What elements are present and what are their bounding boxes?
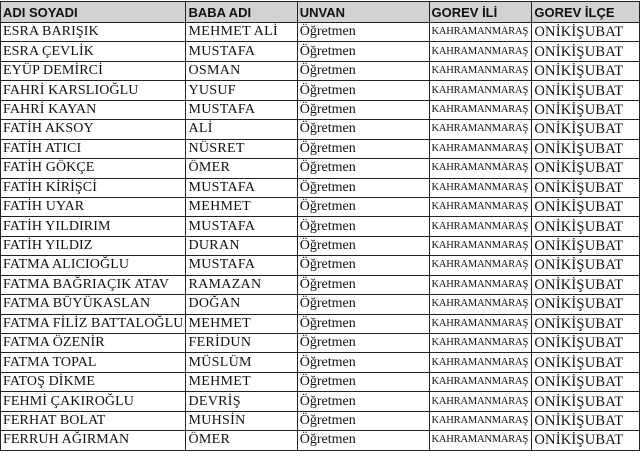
- cell-father-name: ALİ: [186, 120, 297, 139]
- table-header: [1, 2, 640, 23]
- column-header-district: GOREV İLÇE: [532, 2, 640, 23]
- cell-father-name: MEHMET: [186, 314, 297, 333]
- cell-title: Öğretmen: [297, 197, 429, 216]
- cell-title: Öğretmen: [297, 120, 429, 139]
- cell-district: ONİKİŞUBAT: [532, 100, 640, 119]
- cell-province: KAHRAMANMARAŞ: [429, 236, 532, 255]
- header-row: [1, 2, 640, 23]
- cell-title: Öğretmen: [297, 42, 429, 61]
- cell-title: Öğretmen: [297, 372, 429, 391]
- cell-name: EYÜP DEMİRCİ: [1, 61, 186, 80]
- cell-province: KAHRAMANMARAŞ: [429, 42, 532, 61]
- cell-province: KAHRAMANMARAŞ: [429, 61, 532, 80]
- table-row: [1, 120, 640, 139]
- cell-name: FATMA BÜYÜKASLAN: [1, 295, 186, 314]
- cell-province: KAHRAMANMARAŞ: [429, 431, 532, 450]
- table-row: [1, 23, 640, 42]
- cell-district: ONİKİŞUBAT: [532, 275, 640, 294]
- cell-province: KAHRAMANMARAŞ: [429, 295, 532, 314]
- cell-province: KAHRAMANMARAŞ: [429, 197, 532, 216]
- cell-district: ONİKİŞUBAT: [532, 120, 640, 139]
- staff-table: [0, 1, 640, 451]
- cell-district: ONİKİŞUBAT: [532, 256, 640, 275]
- cell-name: FATİH UYAR: [1, 197, 186, 216]
- column-header-father-name: BABA ADI: [186, 2, 297, 23]
- cell-province: KAHRAMANMARAŞ: [429, 81, 532, 100]
- cell-name: ESRA BARIŞIK: [1, 23, 186, 42]
- table-row: [1, 275, 640, 294]
- table-row: [1, 372, 640, 391]
- cell-title: Öğretmen: [297, 23, 429, 42]
- cell-name: FATMA FİLİZ BATTALOĞLU: [1, 314, 186, 333]
- cell-province: KAHRAMANMARAŞ: [429, 275, 532, 294]
- cell-name: FATİH KİRİŞCİ: [1, 178, 186, 197]
- cell-district: ONİKİŞUBAT: [532, 411, 640, 430]
- cell-title: Öğretmen: [297, 81, 429, 100]
- cell-province: KAHRAMANMARAŞ: [429, 353, 532, 372]
- cell-father-name: ÖMER: [186, 431, 297, 450]
- cell-father-name: RAMAZAN: [186, 275, 297, 294]
- cell-district: ONİKİŞUBAT: [532, 23, 640, 42]
- column-header-province: GOREV İLİ: [429, 2, 532, 23]
- cell-father-name: FERİDUN: [186, 334, 297, 353]
- cell-province: KAHRAMANMARAŞ: [429, 392, 532, 411]
- table-row: [1, 42, 640, 61]
- cell-title: Öğretmen: [297, 295, 429, 314]
- cell-district: ONİKİŞUBAT: [532, 334, 640, 353]
- cell-father-name: MUSTAFA: [186, 178, 297, 197]
- cell-title: Öğretmen: [297, 256, 429, 275]
- cell-name: FATİH AKSOY: [1, 120, 186, 139]
- cell-name: FAHRİ KAYAN: [1, 100, 186, 119]
- cell-name: FATOŞ DİKME: [1, 372, 186, 391]
- cell-province: KAHRAMANMARAŞ: [429, 411, 532, 430]
- cell-father-name: MEHMET: [186, 197, 297, 216]
- cell-province: KAHRAMANMARAŞ: [429, 314, 532, 333]
- cell-father-name: DURAN: [186, 236, 297, 255]
- cell-title: Öğretmen: [297, 431, 429, 450]
- cell-title: Öğretmen: [297, 334, 429, 353]
- cell-district: ONİKİŞUBAT: [532, 372, 640, 391]
- table-body: [1, 23, 640, 451]
- table-row: [1, 217, 640, 236]
- cell-district: ONİKİŞUBAT: [532, 314, 640, 333]
- cell-father-name: YUSUF: [186, 81, 297, 100]
- cell-province: KAHRAMANMARAŞ: [429, 256, 532, 275]
- cell-name: FATİH GÖKÇE: [1, 159, 186, 178]
- table-row: [1, 197, 640, 216]
- table-row: [1, 81, 640, 100]
- cell-district: ONİKİŞUBAT: [532, 139, 640, 158]
- cell-father-name: MÜSLÜM: [186, 353, 297, 372]
- cell-title: Öğretmen: [297, 139, 429, 158]
- cell-father-name: MUSTAFA: [186, 42, 297, 61]
- cell-province: KAHRAMANMARAŞ: [429, 334, 532, 353]
- cell-province: KAHRAMANMARAŞ: [429, 23, 532, 42]
- cell-title: Öğretmen: [297, 353, 429, 372]
- cell-district: ONİKİŞUBAT: [532, 295, 640, 314]
- table-row: [1, 334, 640, 353]
- cell-district: ONİKİŞUBAT: [532, 431, 640, 450]
- cell-district: ONİKİŞUBAT: [532, 42, 640, 61]
- cell-province: KAHRAMANMARAŞ: [429, 217, 532, 236]
- cell-district: ONİKİŞUBAT: [532, 178, 640, 197]
- cell-father-name: MEHMET: [186, 372, 297, 391]
- cell-name: FATİH ATICI: [1, 139, 186, 158]
- table-row: [1, 392, 640, 411]
- cell-title: Öğretmen: [297, 61, 429, 80]
- column-header-title: UNVAN: [297, 2, 429, 23]
- cell-name: FAHRİ KARSLIOĞLU: [1, 81, 186, 100]
- cell-district: ONİKİŞUBAT: [532, 217, 640, 236]
- cell-province: KAHRAMANMARAŞ: [429, 120, 532, 139]
- cell-province: KAHRAMANMARAŞ: [429, 159, 532, 178]
- cell-name: FERRUH AĞIRMAN: [1, 431, 186, 450]
- table-row: [1, 236, 640, 255]
- cell-title: Öğretmen: [297, 411, 429, 430]
- cell-name: FATİH YILDIRIM: [1, 217, 186, 236]
- cell-title: Öğretmen: [297, 100, 429, 119]
- table-row: [1, 139, 640, 158]
- cell-father-name: DOĞAN: [186, 295, 297, 314]
- cell-district: ONİKİŞUBAT: [532, 392, 640, 411]
- cell-title: Öğretmen: [297, 217, 429, 236]
- cell-name: ESRA ÇEVLİK: [1, 42, 186, 61]
- cell-father-name: ÖMER: [186, 159, 297, 178]
- cell-father-name: DEVRİŞ: [186, 392, 297, 411]
- cell-name: FATMA ÖZENİR: [1, 334, 186, 353]
- table-row: [1, 314, 640, 333]
- cell-father-name: MUSTAFA: [186, 100, 297, 119]
- cell-father-name: NÜSRET: [186, 139, 297, 158]
- table-row: [1, 61, 640, 80]
- column-header-name: ADI SOYADI: [1, 2, 186, 23]
- table-row: [1, 411, 640, 430]
- cell-district: ONİKİŞUBAT: [532, 197, 640, 216]
- table-row: [1, 256, 640, 275]
- cell-title: Öğretmen: [297, 314, 429, 333]
- table-row: [1, 295, 640, 314]
- cell-title: Öğretmen: [297, 159, 429, 178]
- cell-name: FATİH YILDIZ: [1, 236, 186, 255]
- cell-district: ONİKİŞUBAT: [532, 81, 640, 100]
- cell-name: FATMA TOPAL: [1, 353, 186, 372]
- cell-name: FATMA ALICIOĞLU: [1, 256, 186, 275]
- cell-father-name: MEHMET ALİ: [186, 23, 297, 42]
- cell-father-name: MUSTAFA: [186, 217, 297, 236]
- table-row: [1, 178, 640, 197]
- cell-province: KAHRAMANMARAŞ: [429, 100, 532, 119]
- cell-district: ONİKİŞUBAT: [532, 236, 640, 255]
- cell-province: KAHRAMANMARAŞ: [429, 372, 532, 391]
- cell-district: ONİKİŞUBAT: [532, 353, 640, 372]
- table-row: [1, 100, 640, 119]
- cell-name: FEHMİ ÇAKIROĞLU: [1, 392, 186, 411]
- cell-title: Öğretmen: [297, 275, 429, 294]
- cell-title: Öğretmen: [297, 178, 429, 197]
- cell-district: ONİKİŞUBAT: [532, 61, 640, 80]
- table-row: [1, 353, 640, 372]
- table-row: [1, 159, 640, 178]
- cell-province: KAHRAMANMARAŞ: [429, 139, 532, 158]
- cell-father-name: OSMAN: [186, 61, 297, 80]
- cell-district: ONİKİŞUBAT: [532, 159, 640, 178]
- cell-father-name: MUHSİN: [186, 411, 297, 430]
- cell-province: KAHRAMANMARAŞ: [429, 178, 532, 197]
- cell-father-name: MUSTAFA: [186, 256, 297, 275]
- cell-name: FATMA BAĞRIAÇIK ATAV: [1, 275, 186, 294]
- cell-title: Öğretmen: [297, 392, 429, 411]
- cell-name: FERHAT BOLAT: [1, 411, 186, 430]
- cell-title: Öğretmen: [297, 236, 429, 255]
- table-row: [1, 431, 640, 450]
